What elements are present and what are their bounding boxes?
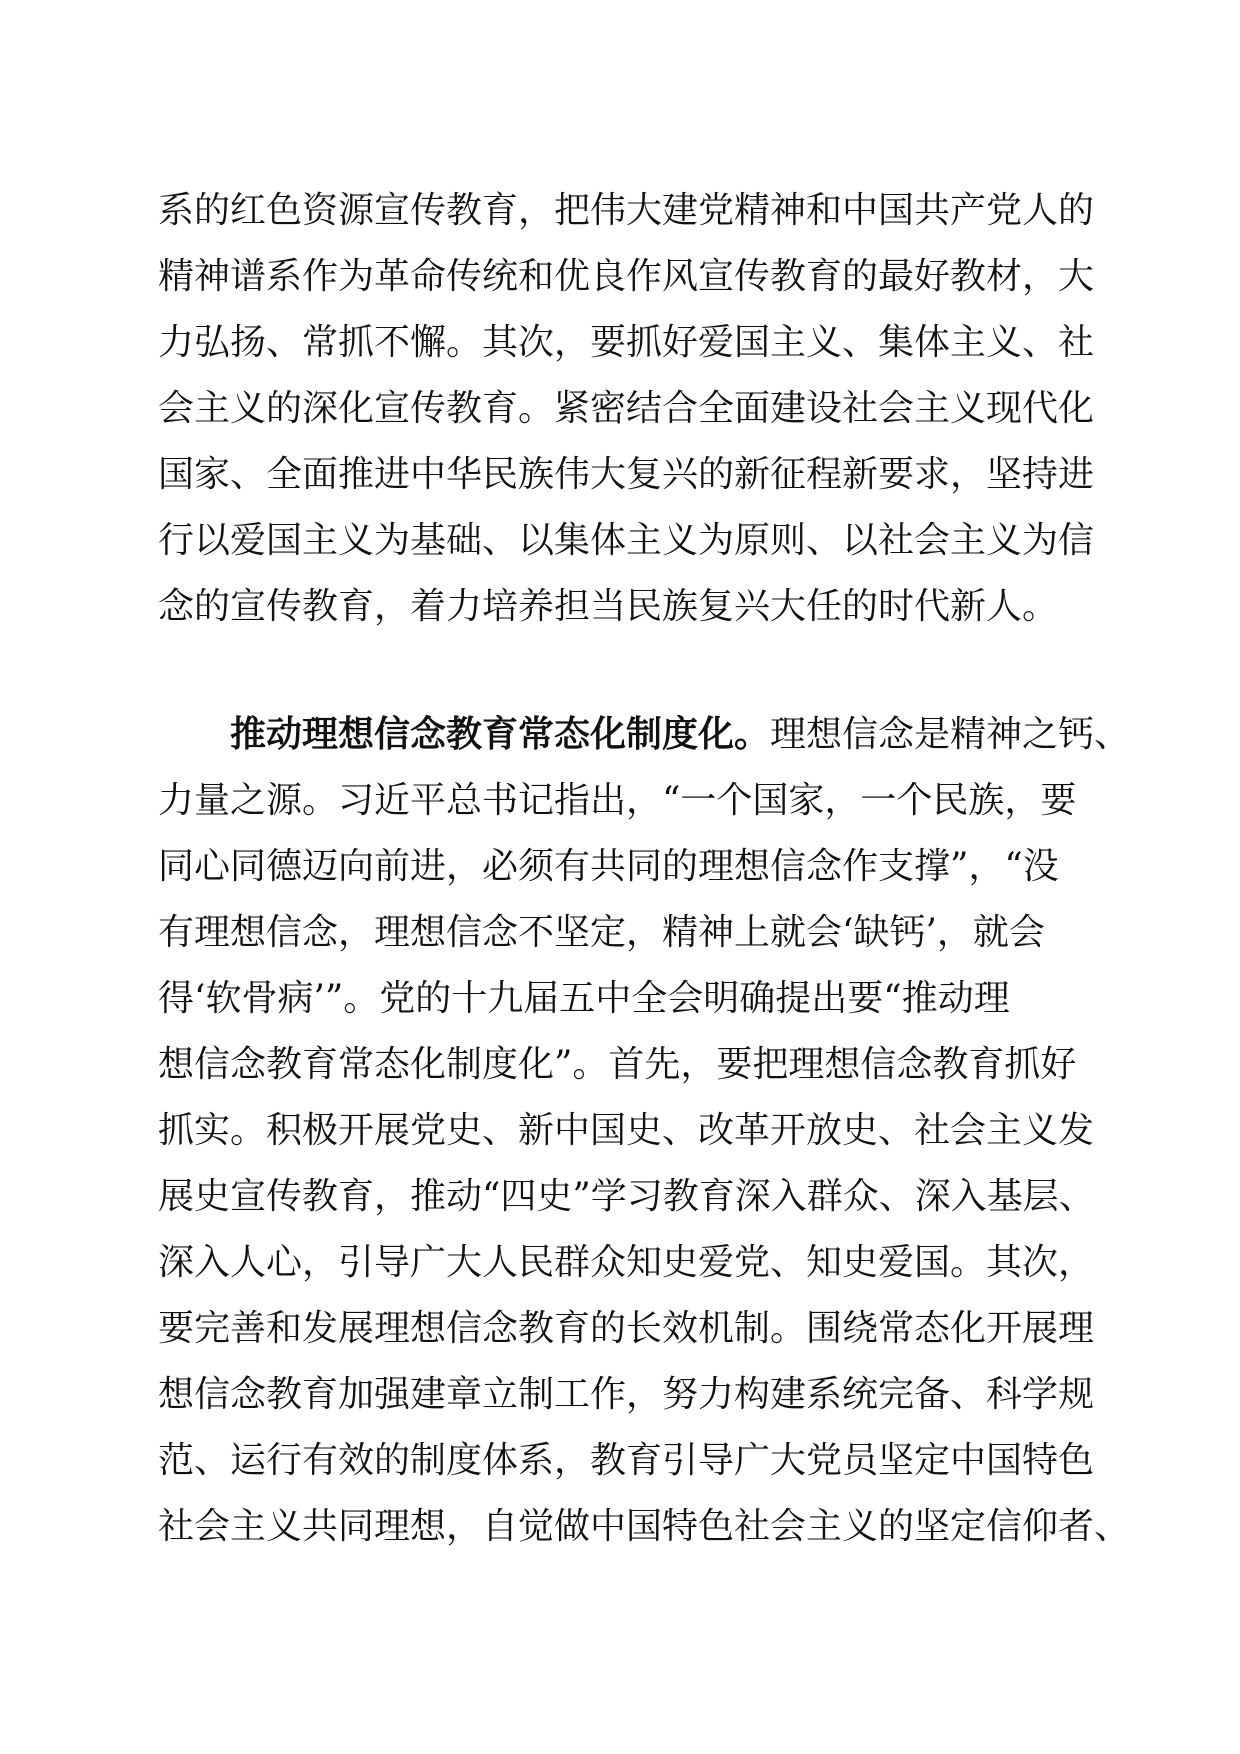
paragraph-line: 范、运行有效的制度体系，教育引导广大党员坚定中国特色 [158, 1440, 1095, 1481]
paragraph-line: 会主义的深化宣传教育。紧密结合全面建设社会主义现代化 [158, 388, 1095, 429]
paragraph-line: 精神谱系作为革命传统和优良作风宣传教育的最好教材，大 [158, 256, 1095, 297]
paragraph-line: 念的宣传教育，着力培养担当民族复兴大任的时代新人。 [158, 586, 1059, 627]
paragraph-line: 社会主义共同理想，自觉做中国特色社会主义的坚定信仰者、 [158, 1506, 1131, 1547]
paragraph-line: 有理想信念，理想信念不坚定，精神上就会‘缺钙’，就会 [158, 912, 1045, 953]
paragraph-line: 展史宣传教育，推动“四史”学习教育深入群众、深入基层、 [158, 1176, 1095, 1217]
paragraph-line: 力量之源。习近平总书记指出，“一个国家，一个民族，要 [158, 780, 1077, 821]
paragraph-line: 系的红色资源宣传教育，把伟大建党精神和中国共产党人的 [158, 190, 1095, 231]
paragraph-line: 国家、全面推进中华民族伟大复兴的新征程新要求，坚持进 [158, 454, 1095, 495]
paragraph-line: 行以爱国主义为基础、以集体主义为原则、以社会主义为信 [158, 520, 1095, 561]
paragraph-first-line [230, 702, 1170, 768]
paragraph-line: 得‘软骨病’”。党的十九届五中全会明确提出要“推动理 [158, 978, 1010, 1019]
paragraph-line: 抓实。积极开展党史、新中国史、改革开放史、社会主义发 [158, 1110, 1095, 1151]
section-heading: 推动理想信念教育常态化制度化。 [230, 714, 771, 755]
paragraph-line: 要完善和发展理想信念教育的长效机制。围绕常态化开展理 [158, 1308, 1095, 1349]
paragraph-line: 力弘扬、常抓不懈。其次，要抓好爱国主义、集体主义、社 [158, 322, 1095, 363]
paragraph-line: 想信念教育加强建章立制工作，努力构建系统完备、科学规 [158, 1374, 1095, 1415]
paragraph-line: 同心同德迈向前进，必须有共同的理想信念作支撑”，“没 [158, 846, 1059, 887]
paragraph-line: 深入人心，引导广大人民群众知史爱党、知史爱国。其次， [158, 1242, 1095, 1283]
paragraph-line: 想信念教育常态化制度化”。首先，要把理想信念教育抓好 [158, 1044, 1077, 1085]
paragraph-text: 理想信念是精神之钙、 [770, 714, 1131, 755]
